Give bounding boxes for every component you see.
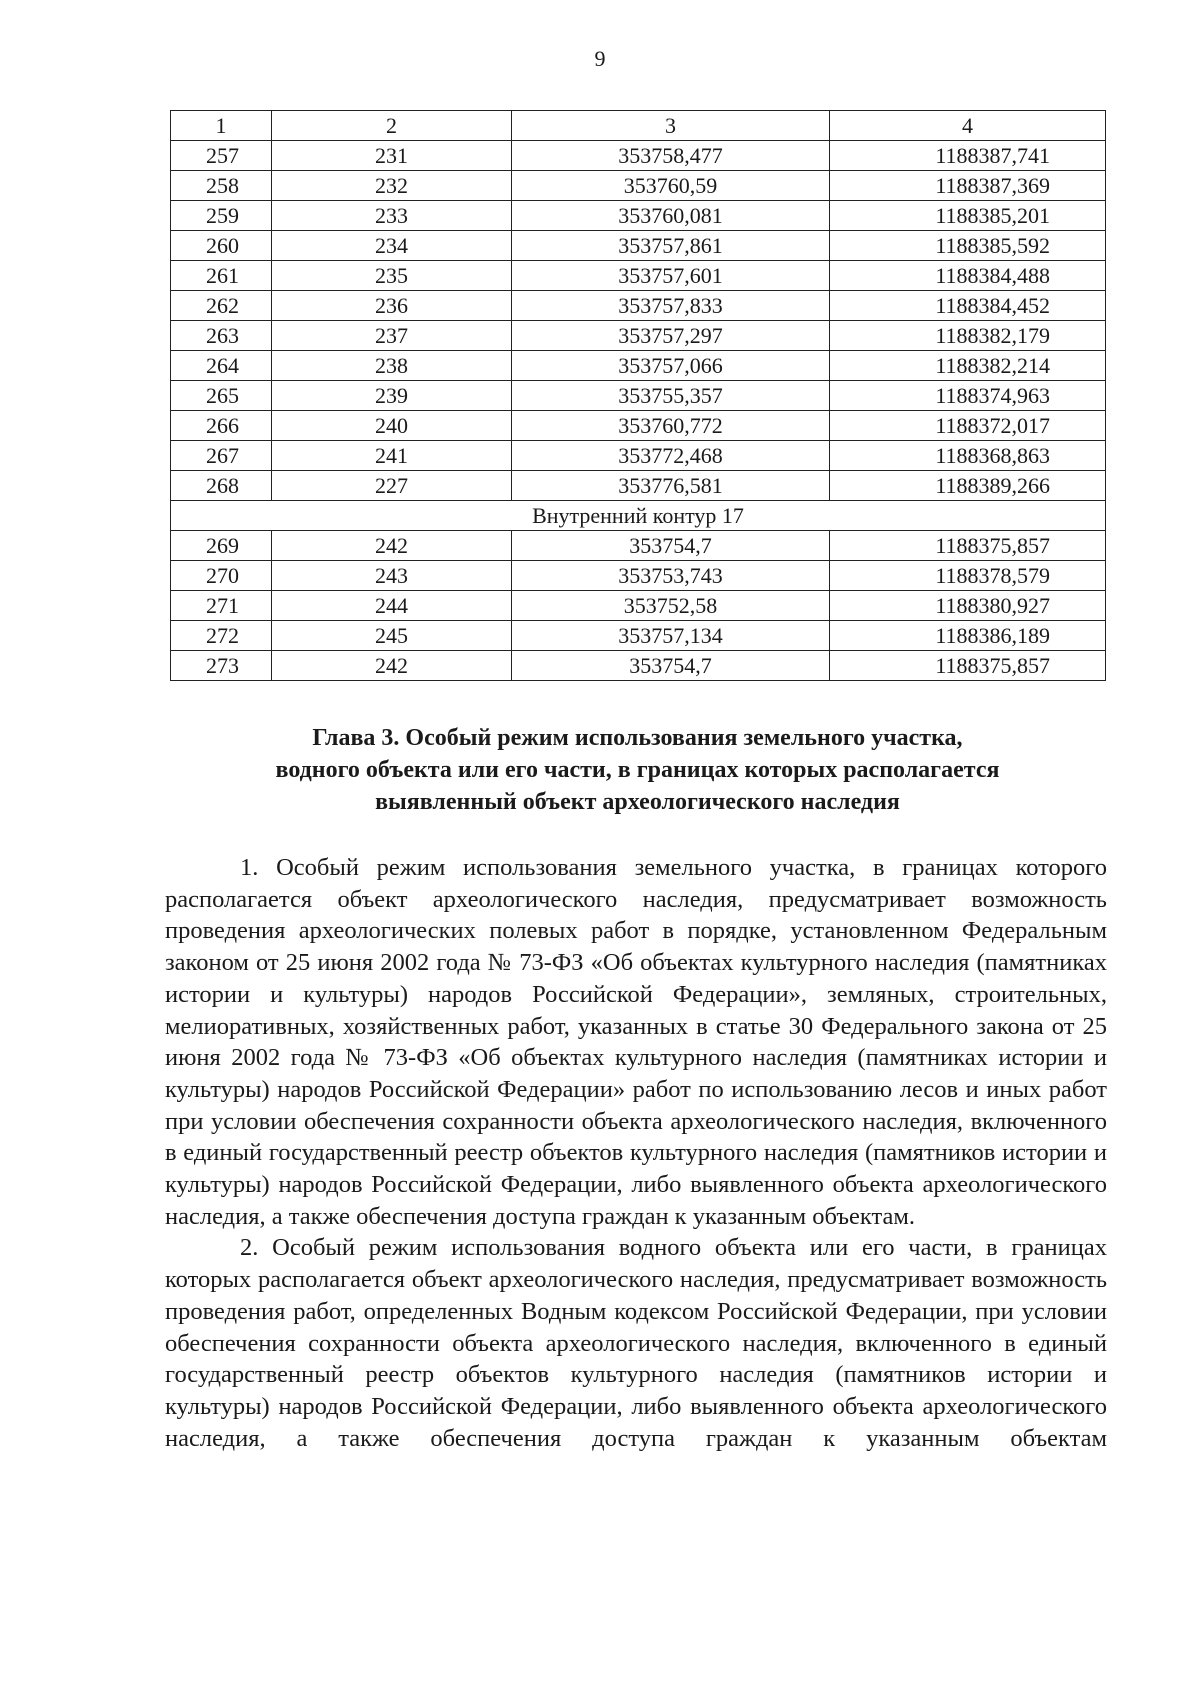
- table-cell: 353753,743: [512, 561, 830, 591]
- table-cell: 353776,581: [512, 471, 830, 501]
- table-cell: 237: [272, 321, 512, 351]
- table-cell: 1188384,452: [830, 291, 1106, 321]
- table-row: [171, 171, 1106, 201]
- table-cell: 265: [171, 381, 272, 411]
- table-cell: 259: [171, 201, 272, 231]
- table-cell: 353758,477: [512, 141, 830, 171]
- table-header-row: [171, 111, 1106, 141]
- table-cell: 242: [272, 651, 512, 681]
- table-cell: 1188386,189: [830, 621, 1106, 651]
- table-cell: 260: [171, 231, 272, 261]
- table-row: [171, 651, 1106, 681]
- table-cell: 235: [272, 261, 512, 291]
- table-cell: 353760,59: [512, 171, 830, 201]
- table-cell: 238: [272, 351, 512, 381]
- table-cell: 273: [171, 651, 272, 681]
- table-cell: 1188384,488: [830, 261, 1106, 291]
- table-cell: 240: [272, 411, 512, 441]
- table-cell: 353757,833: [512, 291, 830, 321]
- table-cell: 245: [272, 621, 512, 651]
- coordinates-table-body: [171, 111, 1106, 681]
- table-cell: 353757,066: [512, 351, 830, 381]
- table-cell: 1188382,214: [830, 351, 1106, 381]
- table-cell: 241: [272, 441, 512, 471]
- table-cell: 353757,601: [512, 261, 830, 291]
- table-cell: 262: [171, 291, 272, 321]
- table-cell: 269: [171, 531, 272, 561]
- table-cell: 1188375,857: [830, 651, 1106, 681]
- table-cell: 232: [272, 171, 512, 201]
- table-cell: 244: [272, 591, 512, 621]
- table-row: [171, 621, 1106, 651]
- column-header: 3: [512, 111, 830, 141]
- chapter-heading: [170, 722, 1105, 818]
- table-cell: 258: [171, 171, 272, 201]
- table-cell: 1188389,266: [830, 471, 1106, 501]
- table-row: [171, 141, 1106, 171]
- table-cell: 263: [171, 321, 272, 351]
- table-row: [171, 411, 1106, 441]
- table-cell: 353752,58: [512, 591, 830, 621]
- paragraph-2: 2. Особый режим использования водного объекта или его части, в границах которых располагается объект археологического наследия, предусматривает возможность проведения работ, определенных Водным кодексом Российской Федерации, при условии обеспечения сохранности объекта археологического наследия, включенного в единый государственный реестр объектов культурного наследия (памятников истории и культуры) народов Российской Федерации, либо выявленного объекта археологического наследия, а также обеспечения доступа граждан к указанным объектам: [165, 1234, 1107, 1452]
- table-cell: 243: [272, 561, 512, 591]
- column-header: 4: [830, 111, 1106, 141]
- table-row: [171, 591, 1106, 621]
- table-row: [171, 441, 1106, 471]
- column-header: 2: [272, 111, 512, 141]
- table-cell: 271: [171, 591, 272, 621]
- table-cell: 242: [272, 531, 512, 561]
- table-cell: 1188385,201: [830, 201, 1106, 231]
- chapter-heading-line: выявленный объект археологического наследия: [375, 789, 900, 815]
- table-cell: 353760,772: [512, 411, 830, 441]
- table-cell: 270: [171, 561, 272, 591]
- chapter-heading-line: водного объекта или его части, в границах которых располагается: [275, 757, 1000, 783]
- table-cell: 353754,7: [512, 531, 830, 561]
- body-text: [165, 852, 1107, 1454]
- table-cell: 236: [272, 291, 512, 321]
- table-cell: 1188368,863: [830, 441, 1106, 471]
- table-cell: 353757,134: [512, 621, 830, 651]
- table-row: [171, 561, 1106, 591]
- table-cell: 272: [171, 621, 272, 651]
- column-header: 1: [171, 111, 272, 141]
- table-cell: 1188382,179: [830, 321, 1106, 351]
- table-cell: 231: [272, 141, 512, 171]
- table-row: [171, 231, 1106, 261]
- paragraph-1: 1. Особый режим использования земельного участка, в границах которого располагается объект археологического наследия, предусматривает возможность проведения археологических полевых работ в порядке, установленном Федеральным законом от 25 июня 2002 года № 73-ФЗ «Об объектах культурного наследия (памятниках истории и культуры) народов Российской Федерации», земляных, строительных, мелиоративных, хозяйственных работ, указанных в статье 30 Федерального закона от 25 июня 2002 года № 73-ФЗ «Об объектах культурного наследия (памятниках истории и культуры) народов Российской Федерации» работ по использованию лесов и иных работ при условии обеспечения сохранности объекта археологического наследия, включенного в единый государственный реестр объектов культурного наследия (памятников истории и культуры) народов Российской Федерации, либо выявленного объекта археологического наследия, а также обеспечения доступа граждан к указанным объектам.: [165, 854, 1107, 1230]
- table-cell: 227: [272, 471, 512, 501]
- table-row: [171, 351, 1106, 381]
- table-cell: 353772,468: [512, 441, 830, 471]
- coordinates-table: [170, 110, 1106, 681]
- table-row: [171, 261, 1106, 291]
- table-section-row: [171, 501, 1106, 531]
- table-row: [171, 201, 1106, 231]
- table-cell: 257: [171, 141, 272, 171]
- table-cell: 264: [171, 351, 272, 381]
- table-row: [171, 381, 1106, 411]
- table-cell: 1188380,927: [830, 591, 1106, 621]
- table-cell: 268: [171, 471, 272, 501]
- table-cell: 266: [171, 411, 272, 441]
- table-cell: 261: [171, 261, 272, 291]
- table-row: [171, 471, 1106, 501]
- table-cell: 267: [171, 441, 272, 471]
- table-cell: 353755,357: [512, 381, 830, 411]
- chapter-heading-line: Глава 3. Особый режим использования земельного участка,: [312, 725, 963, 751]
- table-cell: 353757,297: [512, 321, 830, 351]
- table-cell: 1188375,857: [830, 531, 1106, 561]
- table-cell: 1188387,741: [830, 141, 1106, 171]
- table-cell: 234: [272, 231, 512, 261]
- table-cell: 239: [272, 381, 512, 411]
- table-cell: 353757,861: [512, 231, 830, 261]
- table-row: [171, 321, 1106, 351]
- table-cell: 353760,081: [512, 201, 830, 231]
- table-row: [171, 291, 1106, 321]
- table-cell: 1188387,369: [830, 171, 1106, 201]
- table-cell: 1188374,963: [830, 381, 1106, 411]
- table-cell: 1188372,017: [830, 411, 1106, 441]
- table-row: [171, 531, 1106, 561]
- section-label: Внутренний контур 17: [171, 501, 1106, 531]
- table-cell: 353754,7: [512, 651, 830, 681]
- page-number: 9: [594, 46, 606, 71]
- table-cell: 1188385,592: [830, 231, 1106, 261]
- table-cell: 233: [272, 201, 512, 231]
- table-cell: 1188378,579: [830, 561, 1106, 591]
